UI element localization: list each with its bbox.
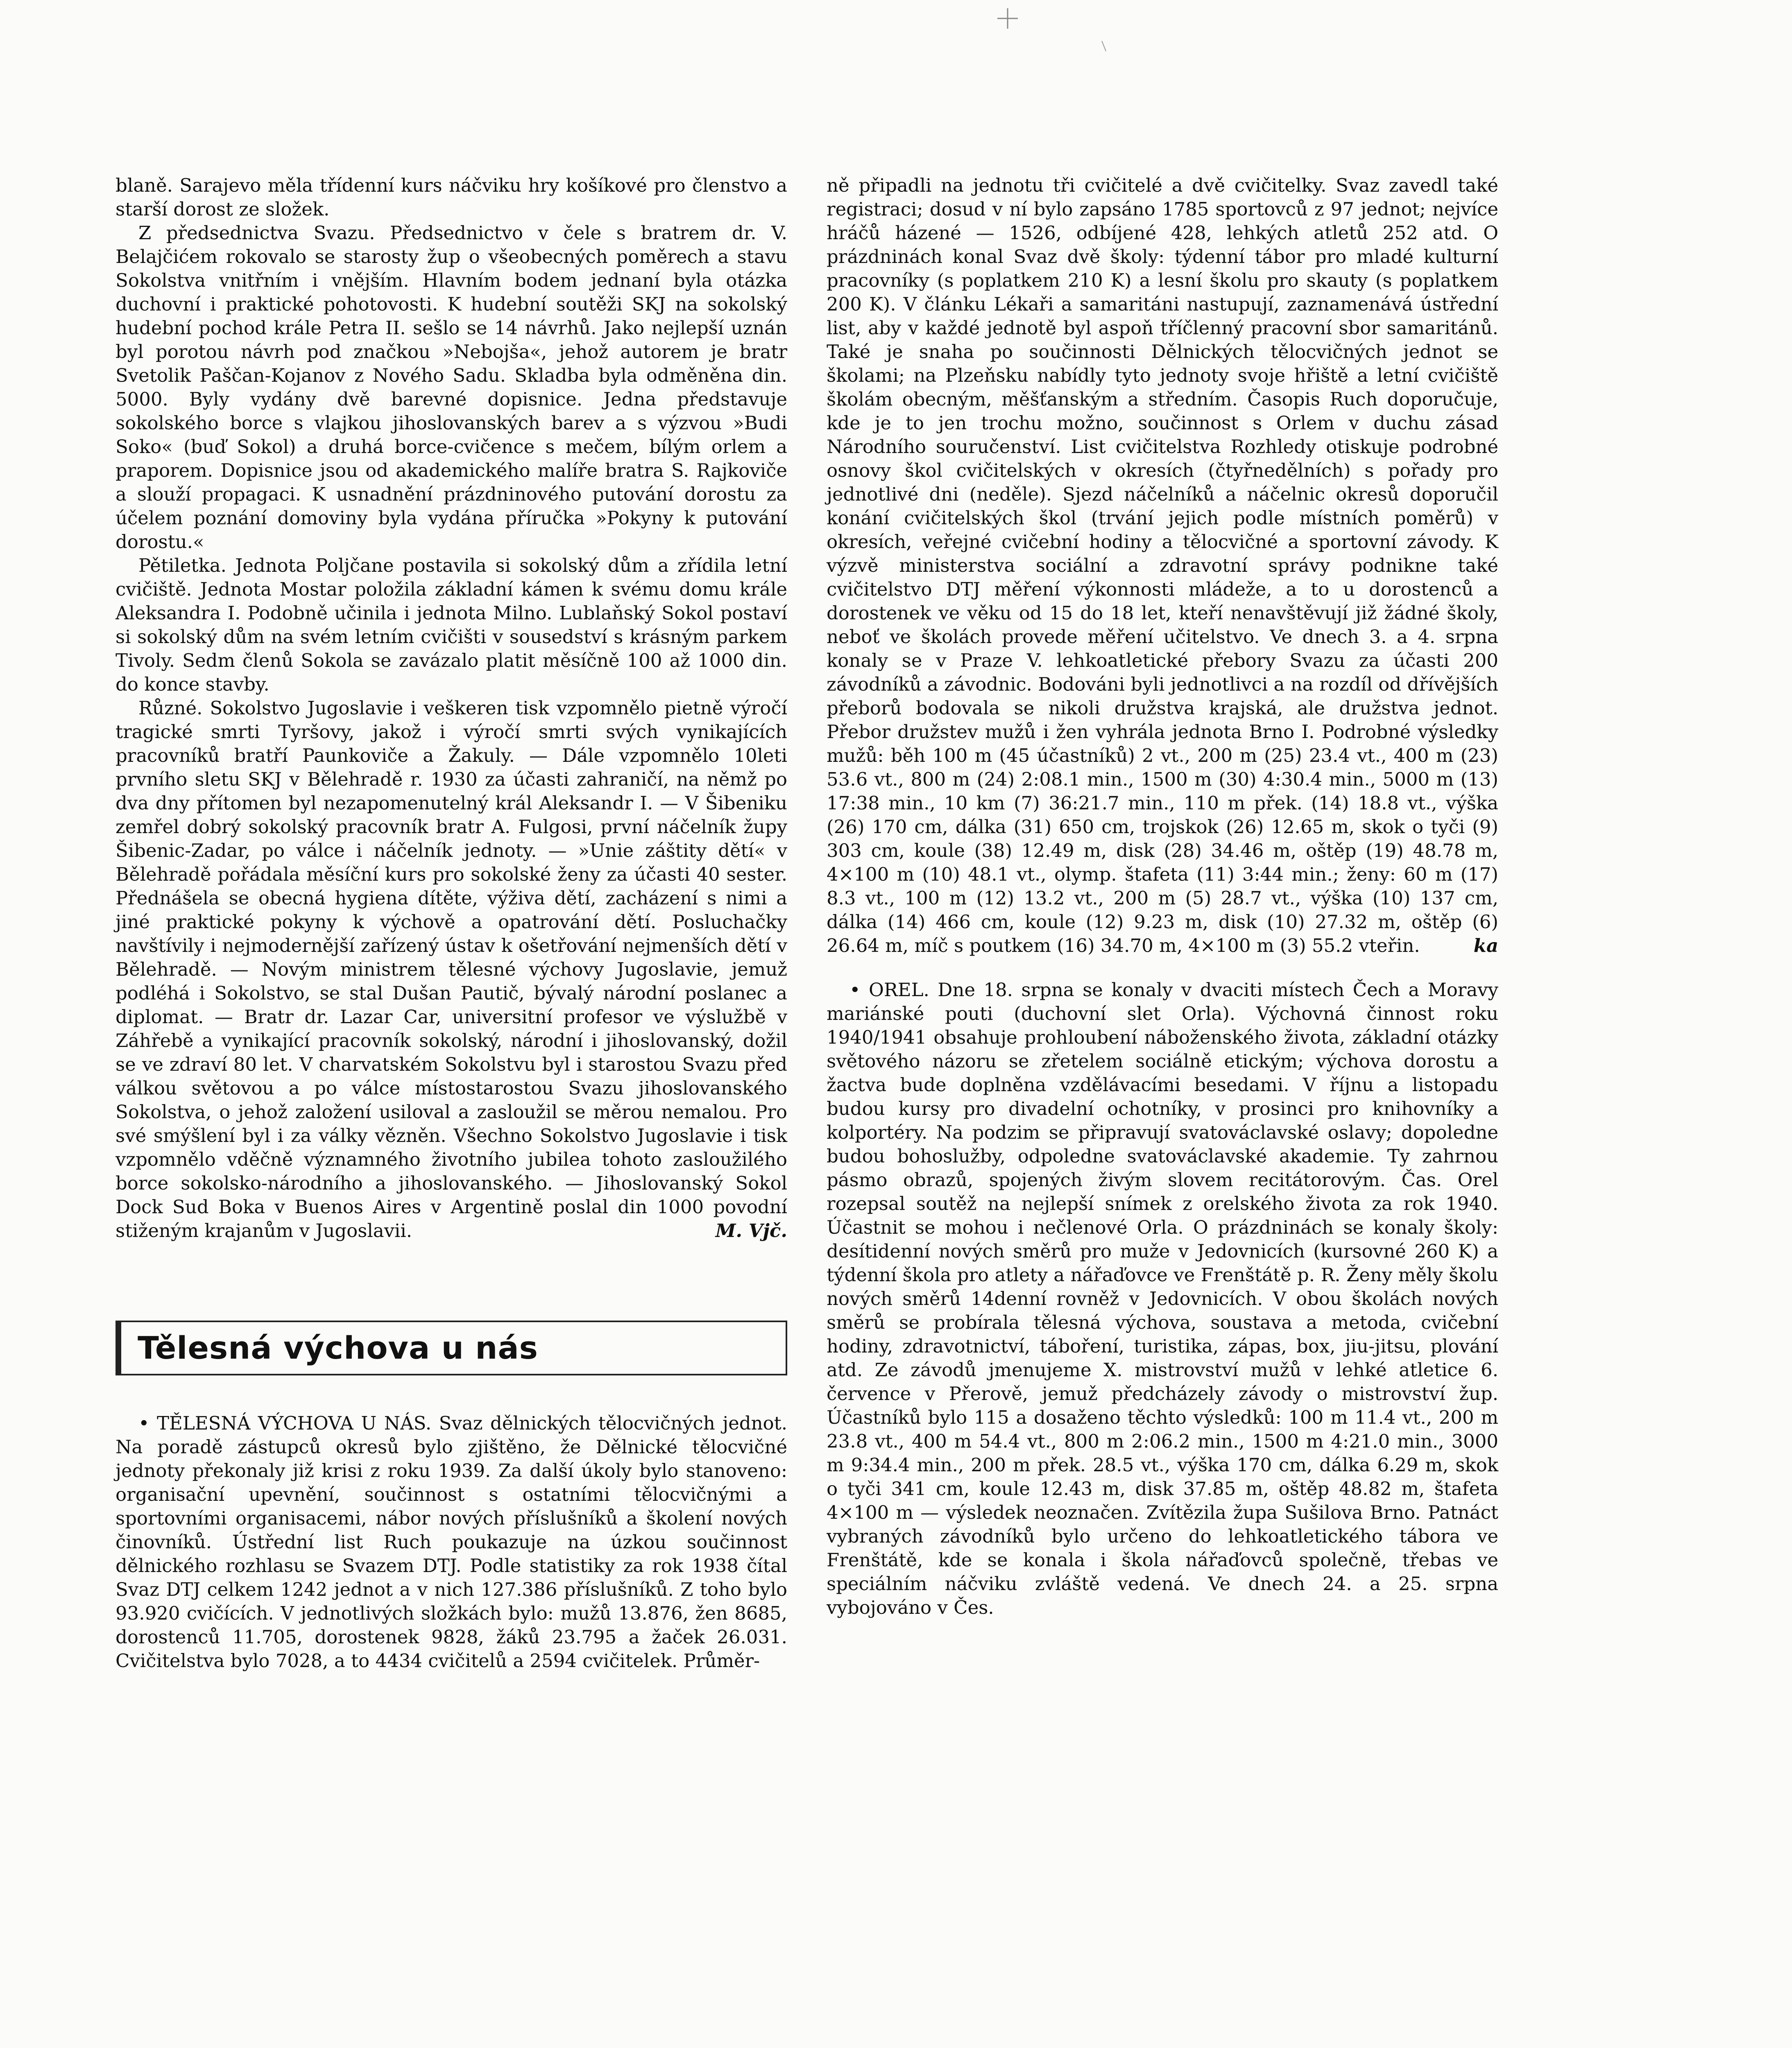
article-paragraph: • TĚLESNÁ VÝCHOVA U NÁS. Svaz dělnických tělocvičných jednot. Na poradě zástupců okresů bylo zjištěno, že Dělnické tělocvičné jednoty překonaly již krisi z roku 1939. Za další úkoly bylo stanoveno: organisační upevnění, součinnost s ostatními tělocvičnými a sportovními organisacemi, nábor nových příslušníků a školení nových činovníků. Ústřední list Ruch poukazuje na úzkou součinnost dělnického rozhlasu se Svazem DTJ. Podle statistiky za rok 1938 čítal Svaz DTJ celkem 1242 jednot a v nich 127.386 příslušníků. Z toho bylo 93.920 cvičících. V jednotlivých složkách bylo: mužů 13.876, žen 8685, dorostenců 11.705, dorostenek 9828, žáků 23.795 a žaček 26.031. Cvičitelstva bylo 7028, a to 4434 cvičitelů a 2594 cvičitelek. Průměr- bbox=[116, 1412, 787, 1672]
article-paragraph: ně připadli na jednotu tři cvičitelé a dvě cvičitelky. Svaz zavedl také registraci; dosud v ní bylo zapsáno 1785 sportovců z 97 jednot; nejvíce hráčů házené — 1526, odbíjené 428, lehkých atletů 252 atd. O prázdninách konal Svaz dvě školy: týdenní tábor pro mladé kulturní pracovníky (s poplatkem 210 K) a lesní školu pro skauty (s poplatkem 200 K). V článku Lékaři a samaritáni nastupují, zaznamenává ústřední list, aby v každé jednotě byl aspoň tříčlenný pracovní sbor samaritánů. Také je snaha po součinnosti Dělnických tělocvičných jednot se školami; na Plzeňsku nabídly tyto jednoty svoje hřiště a letní cvičiště školám obecným, měšťanským a středním. Časopis Ruch doporučuje, kde je to jen trochu možno, součinnost s Orlem v duchu zásad Národního souručenství. List cvičitelstva Rozhledy otiskuje podrobné osnovy škol cvičitelských v okresích (čtyřnedělních) s pořady pro jednotlivé dni (neděle). Sjezd náčelníků a náčelnic okresů doporučil konání cvičitelských škol (trvání jejich podle místních poměrů) v okresích, veřejné cvičební hodiny a tělocvičné a sportovní závody. K výzvě ministerstva sociální a zdravotní správy podnikne také cvičitelstvo DTJ měření výkonnosti mládeže, a to u dorostenců a dorostenek ve věku od 15 do 18 let, kteří nenavštěvují již žádné školy, neboť ve školách provede měření učitelstvo. Ve dnech 3. a 4. srpna konaly se v Praze V. lehkoatletické přebory Svazu za účasti 200 závodníků a závodnic. Bodováni byli jednotlivci a na rozdíl od dřívějších přeborů bodovala se nikoli družstva krajská, ale družstva jednot. Přebor družstev mužů i žen vyhrála jednota Brno I. Podrobné výsledky mužů: běh 100 m (45 účastníků) 2 vt., 200 m (25) 23.4 vt., 400 m (23) 53.6 vt., 800 m (24) 2:08.1 min., 1500 m (30) 4:30.4 min., 5000 m (13) 17:38 min., 10 km (7) 36:21.7 min., 110 m přek. (14) 18.8 vt., výška (26) 170 cm, dálka (31) 650 cm, trojskok (26) 12.65 m, skok o tyči (9) 303 cm, koule (38) 12.49 m, disk (28) 34.46 m, oštěp (19) 48.78 m, 4×100 m (10) 48.1 vt., olymp. štafeta (11) 3:44 min.; ženy: 60 m (17) 8.3 vt., 100 m (12) 13.2 vt., 200 m (5) 28.7 vt., výška (10) 137 cm, dálka (14) 466 cm, koule (12) 9.23 m, disk (10) 27.32 m, oštěp (6) 26.64 m, míč s poutkem (16) 34.70 m, 4×100 m (3) 55.2 vteřin. bbox=[827, 174, 1498, 956]
author-signature: M. Vjč. bbox=[715, 1220, 787, 1241]
article-paragraph: blaně. Sarajevo měla třídenní kurs náčviku hry košíkové pro členstvo a starší dorost ze složek. bbox=[116, 174, 787, 220]
section-heading-box bbox=[116, 1321, 787, 1375]
article-paragraph: Pětiletka. Jednota Poljčane postavila si sokolský dům a zřídila letní cvičiště. Jednota Mostar položila základní kámen k svému domu krále Aleksandra I. Podobně učinila i jednota Milno. Lublaňský Sokol postaví si sokolský dům na svém letním cvičišti v sousedství s krásným parkem Tivoly. Sedm členů Sokola se zavázalo platit měsíčně 100 až 1000 din. do konce stavby. bbox=[116, 555, 787, 695]
print-registration-mark bbox=[967, 0, 1171, 57]
article-paragraph: Různé. Sokolstvo Jugoslavie i veškeren tisk vzpomnělo pietně výročí tragické smrti Tyršovy, jakož i výročí smrti svých vynikajících pracovníků bratří Paunkoviče a Žakuly. — Dále vzpomnělo 10leti prvního sletu SKJ v Bělehradě r. 1930 za účasti zahraničí, na němž po dva dny přítomen byl nezapomenutelný král Aleksandr I. — V Šibeniku zemřel dobrý sokolský pracovník bratr A. Fulgosi, první náčelník župy Šibenic-Zadar, po válce i náčelník jednoty. — »Unie záštity dětí« v Bělehradě pořádala měsíční kurs pro sokolské ženy za účasti 40 sester. Přednášela se obecná hygiena dítěte, výživa dětí, zacházení s nimi a jiné praktické pokyny k výchově a opatrování dětí. Posluchačky navštívily i nejmodernější zařízený ústav k ošetřování nejmenších dětí v Bělehradě. — Novým ministrem tělesné výchovy Jugoslavie, jemuž podléhá i Sokolstvo, se stal Dušan Pautič, bývalý národní poslanec a diplomat. — Bratr dr. Lazar Car, universitní profesor ve výslužbě v Záhřebě a vynikající pracovník sokolský, národní i jihoslovanský, dožil se ve zdraví 80 let. V charvatském Sokolstvu byl i starostou Svazu před válkou světovou a po válce místostarostou Svazu jihoslovanského Sokolstva, o jehož založení usiloval a zasloužil se měrou nemalou. Pro své smýšlení byl i za války vězněn. Všechno Sokolstvo Jugoslavie i tisk vzpomnělo vděčně významného životního jubilea tohoto zasloužilého borce sokolsko-národního a jihoslovanského. — Jihoslovanský Sokol Dock Sud Boka v Buenos Aires v Argentině poslal din 1000 povodní stiženým krajanům v Jugoslavii. bbox=[116, 697, 787, 1241]
author-signature: ka bbox=[1473, 935, 1498, 956]
article-paragraph: • OREL. Dne 18. srpna se konaly v dvaciti místech Čech a Moravy mariánské pouti (duchovní slet Orla). Výchovná činnost roku 1940/1941 obsahuje prohloubení náboženského života, základní otázky světového názoru se zřetelem sociálně etickým; výchova dorostu a žactva bude doplněna vzdělávacími besedami. V říjnu a listopadu budou kursy pro divadelní ochotníky, v prosinci pro knihovníky a kolportéry. Na podzim se připravují svatováclavské oslavy; dopoledne budou bohoslužby, odpoledne svatováclavské akademie. Ty zahrnou pásmo obrazů, spojených živým slovem recitátorovým. Čas. Orel rozepsal soutěž na nejlepší snímek z orelského života za rok 1940. Účastnit se mohou i nečlenové Orla. O prázdninách se konaly školy: desítidenní nových směrů pro muže v Jedovnicích (kursovné 260 K) a týdenní škola pro atlety a nářaďovce ve Frenštátě p. R. Ženy měly školu nových směrů 14denní rovněž v Jedovnicích. V obou školách nových směrů se probírala tělesná výchova, soustava a metoda, cvičební hodiny, zdravotnictví, táboření, turistika, zápas, box, jiu-jitsu, plování atd. Ze závodů jmenujeme X. mistrovství mužů v lehké atletice 6. července v Přerově, jemuž předcházely závody o mistrovství žup. Účastníků bylo 115 a dosaženo těchto výsledků: 100 m 11.4 vt., 200 m 23.8 vt., 400 m 54.4 vt., 800 m 2:06.2 min., 1500 m 4:21.0 min., 3000 m 9:34.4 min., 200 m přek. 28.5 vt., výška 170 cm, dálka 6.29 m, skok o tyči 341 cm, koule 12.43 m, disk 37.85 m, oštěp 48.82 m, štafeta 4×100 m — výsledek neoznačen. Zvítězila župa Sušilova Brno. Patnáct vybraných závodníků bylo určeno do lehkoatletického tábora ve Frenštátě, kde se konala i škola nářaďovců společně, třebas ve speciálním náčviku zvláště vedená. Ve dnech 24. a 25. srpna vybojováno v Čes. bbox=[827, 979, 1498, 1618]
section-heading: Tělesná výchova u nás bbox=[138, 1330, 538, 1366]
article-paragraph-with-signature bbox=[116, 696, 787, 1243]
right-column bbox=[827, 174, 1498, 1620]
article-paragraph: Z předsednictva Svazu. Předsednictvo v čele s bratrem dr. V. Belajčićem rokovalo se starosty žup o všeobecných poměrech a stavu Sokolstva vnitřním i vnějším. Hlavním bodem jednaní byla otázka duchovní i praktické pohotovosti. K hudební soutěži SKJ na sokolský hudební pochod krále Petra II. sešlo se 14 návrhů. Jako nejlepší uznán byl porotou návrh pod značkou »Nebojša«, jehož autorem je bratr Svetolik Paščan-Kojanov z Nového Sadu. Skladba byla odměněna din. 5000. Byly vydány dvě barevné dopisnice. Jedna představuje sokolského borce s vlajkou jihoslovanských barev a s výzvou »Budi Soko« (buď Sokol) a druhá borce-cvičence s mečem, bílým orlem a praporem. Dopisnice jsou od akademického malíře bratra S. Rajkoviče a slouží propagaci. K usnadnění prázdninového putování dorostu za účelem poznání domoviny byla vydána příručka »Pokyny k putování dorostu.« bbox=[116, 222, 787, 553]
left-column bbox=[116, 174, 787, 1673]
article-paragraph-with-signature bbox=[827, 174, 1498, 958]
